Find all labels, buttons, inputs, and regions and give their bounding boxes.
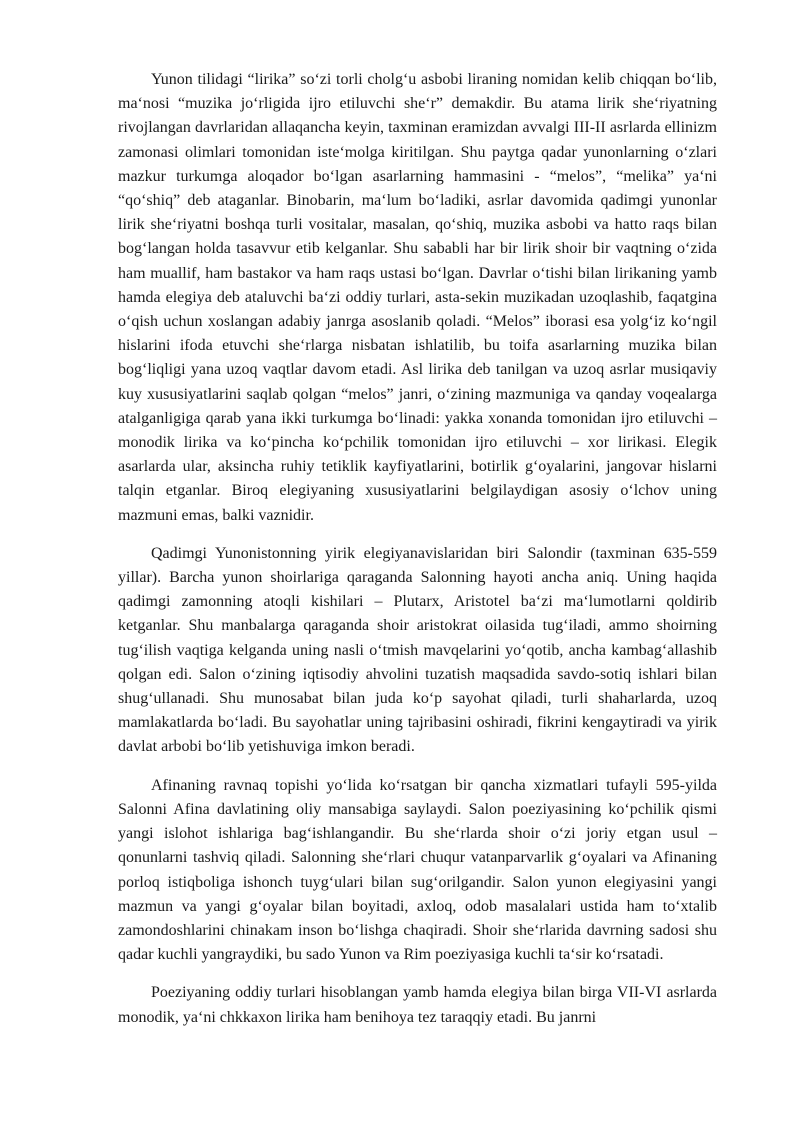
paragraph-lirika-origin: Yunon tilidagi “lirika” so‘zi torli cholg‘u asbobi liraning nomidan kelib chiqqan bo‘lib, ma‘nosi “muzika jo‘rligida ijro etiluvchi she‘r” demakdir. Bu atama lirik she‘riyatning rivojlangan davrlaridan allaqancha keyin, taxminan eramizdan avvalgi III-II asrlarda ellinizm zamonasi olimlari tomonidan iste‘molga kiritilgan. Shu paytga qadar yunonlarning o‘zlari mazkur turkumga aloqador bo‘lgan asarlarning hammasini - “melos”, “melika” ya‘ni “qo‘shiq” deb ataganlar. Binobarin, ma‘lum bo‘ladiki, asrlar davomida qadimgi yunonlar lirik she‘riyatni boshqa turli vositalar, masalan, qo‘shiq, muzika asbobi va hatto raqs bilan bog‘langan holda tasavvur etib kelganlar. Shu sababli har bir lirik shoir bir vaqtning o‘zida ham muallif, ham bastakor va ham raqs ustasi bo‘lgan. Davrlar o‘tishi bilan lirikaning yamb hamda elegiya deb ataluvchi ba‘zi oddiy turlari, asta-sekin muzikadan uzoqlashib, faqatgina o‘qish uchun xoslangan adabiy janrga asoslanib qoladi. “Melos” iborasi esa yolg‘iz ko‘ngil hislarini ifoda etuvchi she‘rlarga nisbatan ishlatilib, bu toifa asarlarning muzika bilan bog‘liqligi yana uzoq vaqtlar davom etadi. Asl lirika deb tanilgan va uzoq asrlar musiqaviy kuy xususiyatlarini saqlab qolgan “melos” janri, o‘zining mazmuniga va qanday voqealarga atalganligiga qarab yana ikki turkumga bo‘linadi: yakka xonanda tomonidan ijro etiluvchi – monodik lirika va ko‘pincha ko‘pchilik tomonidan ijro etiluvchi – xor lirikasi. Elegik asarlarda ular, aksincha ruhiy tetiklik kayfiyatlarini, botirlik g‘oyalarini, jangovar hislarni talqin etganlar. Biroq elegiyaning xususiyatlarini belgilaydigan asosiy o‘lchov uning mazmuni emas, balki vaznidir.: [118, 71, 717, 524]
paragraph-salon-poetry: Afinaning ravnaq topishi yo‘lida ko‘rsatgan bir qancha xizmatlari tufayli 595-yilda Salonni Afina davlatining oliy mansabiga saylaydi. Salon poeziyasining ko‘pchilik qismi yangi islohot ishlariga bag‘ishlangandir. Bu she‘rlarda shoir o‘zi joriy etgan usul – qonunlarni tashviq qiladi. Salonning she‘rlari chuqur vatanparvarlik g‘oyalari va Afinaning porloq istiqboliga ishonch tuyg‘ulari bilan sug‘orilgandir. Salon yunon elegiyasini yangi mazmun va yangi g‘oyalar bilan boyitadi, axloq, odob masalalari ustida ham to‘xtalib zamondoshlarini chinakam inson bo‘lishga chaqiradi. Shoir she‘rlarida davrning sadosi shu qadar kuchli yangraydiki, bu sado Yunon va Rim poeziyasiga kuchli ta‘sir ko‘rsatadi.: [118, 776, 717, 964]
paragraph-monodic-lyric: Poeziyaning oddiy turlari hisoblangan yamb hamda elegiya bilan birga VII-VI asrlarda monodik, ya‘ni chkkaxon lirika ham benihoya tez taraqqiy etadi. Bu janrni: [118, 984, 717, 1026]
paragraph-salon-biography: Qadimgi Yunonistonning yirik elegiyanavislaridan biri Salondir (taxminan 635-559 yillar). Barcha yunon shoirlariga qaraganda Salonning hayoti ancha aniq. Uning haqida qadimgi zamonning atoqli kishilari – Plutarx, Aristotel ba‘zi ma‘lumotlarni qoldirib ketganlar. Shu manbalarga qaraganda shoir aristokrat oilasida tug‘iladi, ammo shoirning tug‘ilish vaqtiga kelganda uning nasli o‘tmish mavqelarini yo‘qotib, ancha kambag‘allashib qolgan edi. Salon o‘zining iqtisodiy ahvolini tuzatish maqsadida savdo-sotiq ishlari bilan shug‘ullanadi. Shu munosabat bilan juda ko‘p sayohat qiladi, turli shaharlarda, uzoq mamlakatlarda bo‘ladi. Bu sayohatlar uning tajribasini oshiradi, fikrini kengaytiradi va yirik davlat arbobi bo‘lib yetishuviga imkon beradi.: [118, 544, 717, 756]
